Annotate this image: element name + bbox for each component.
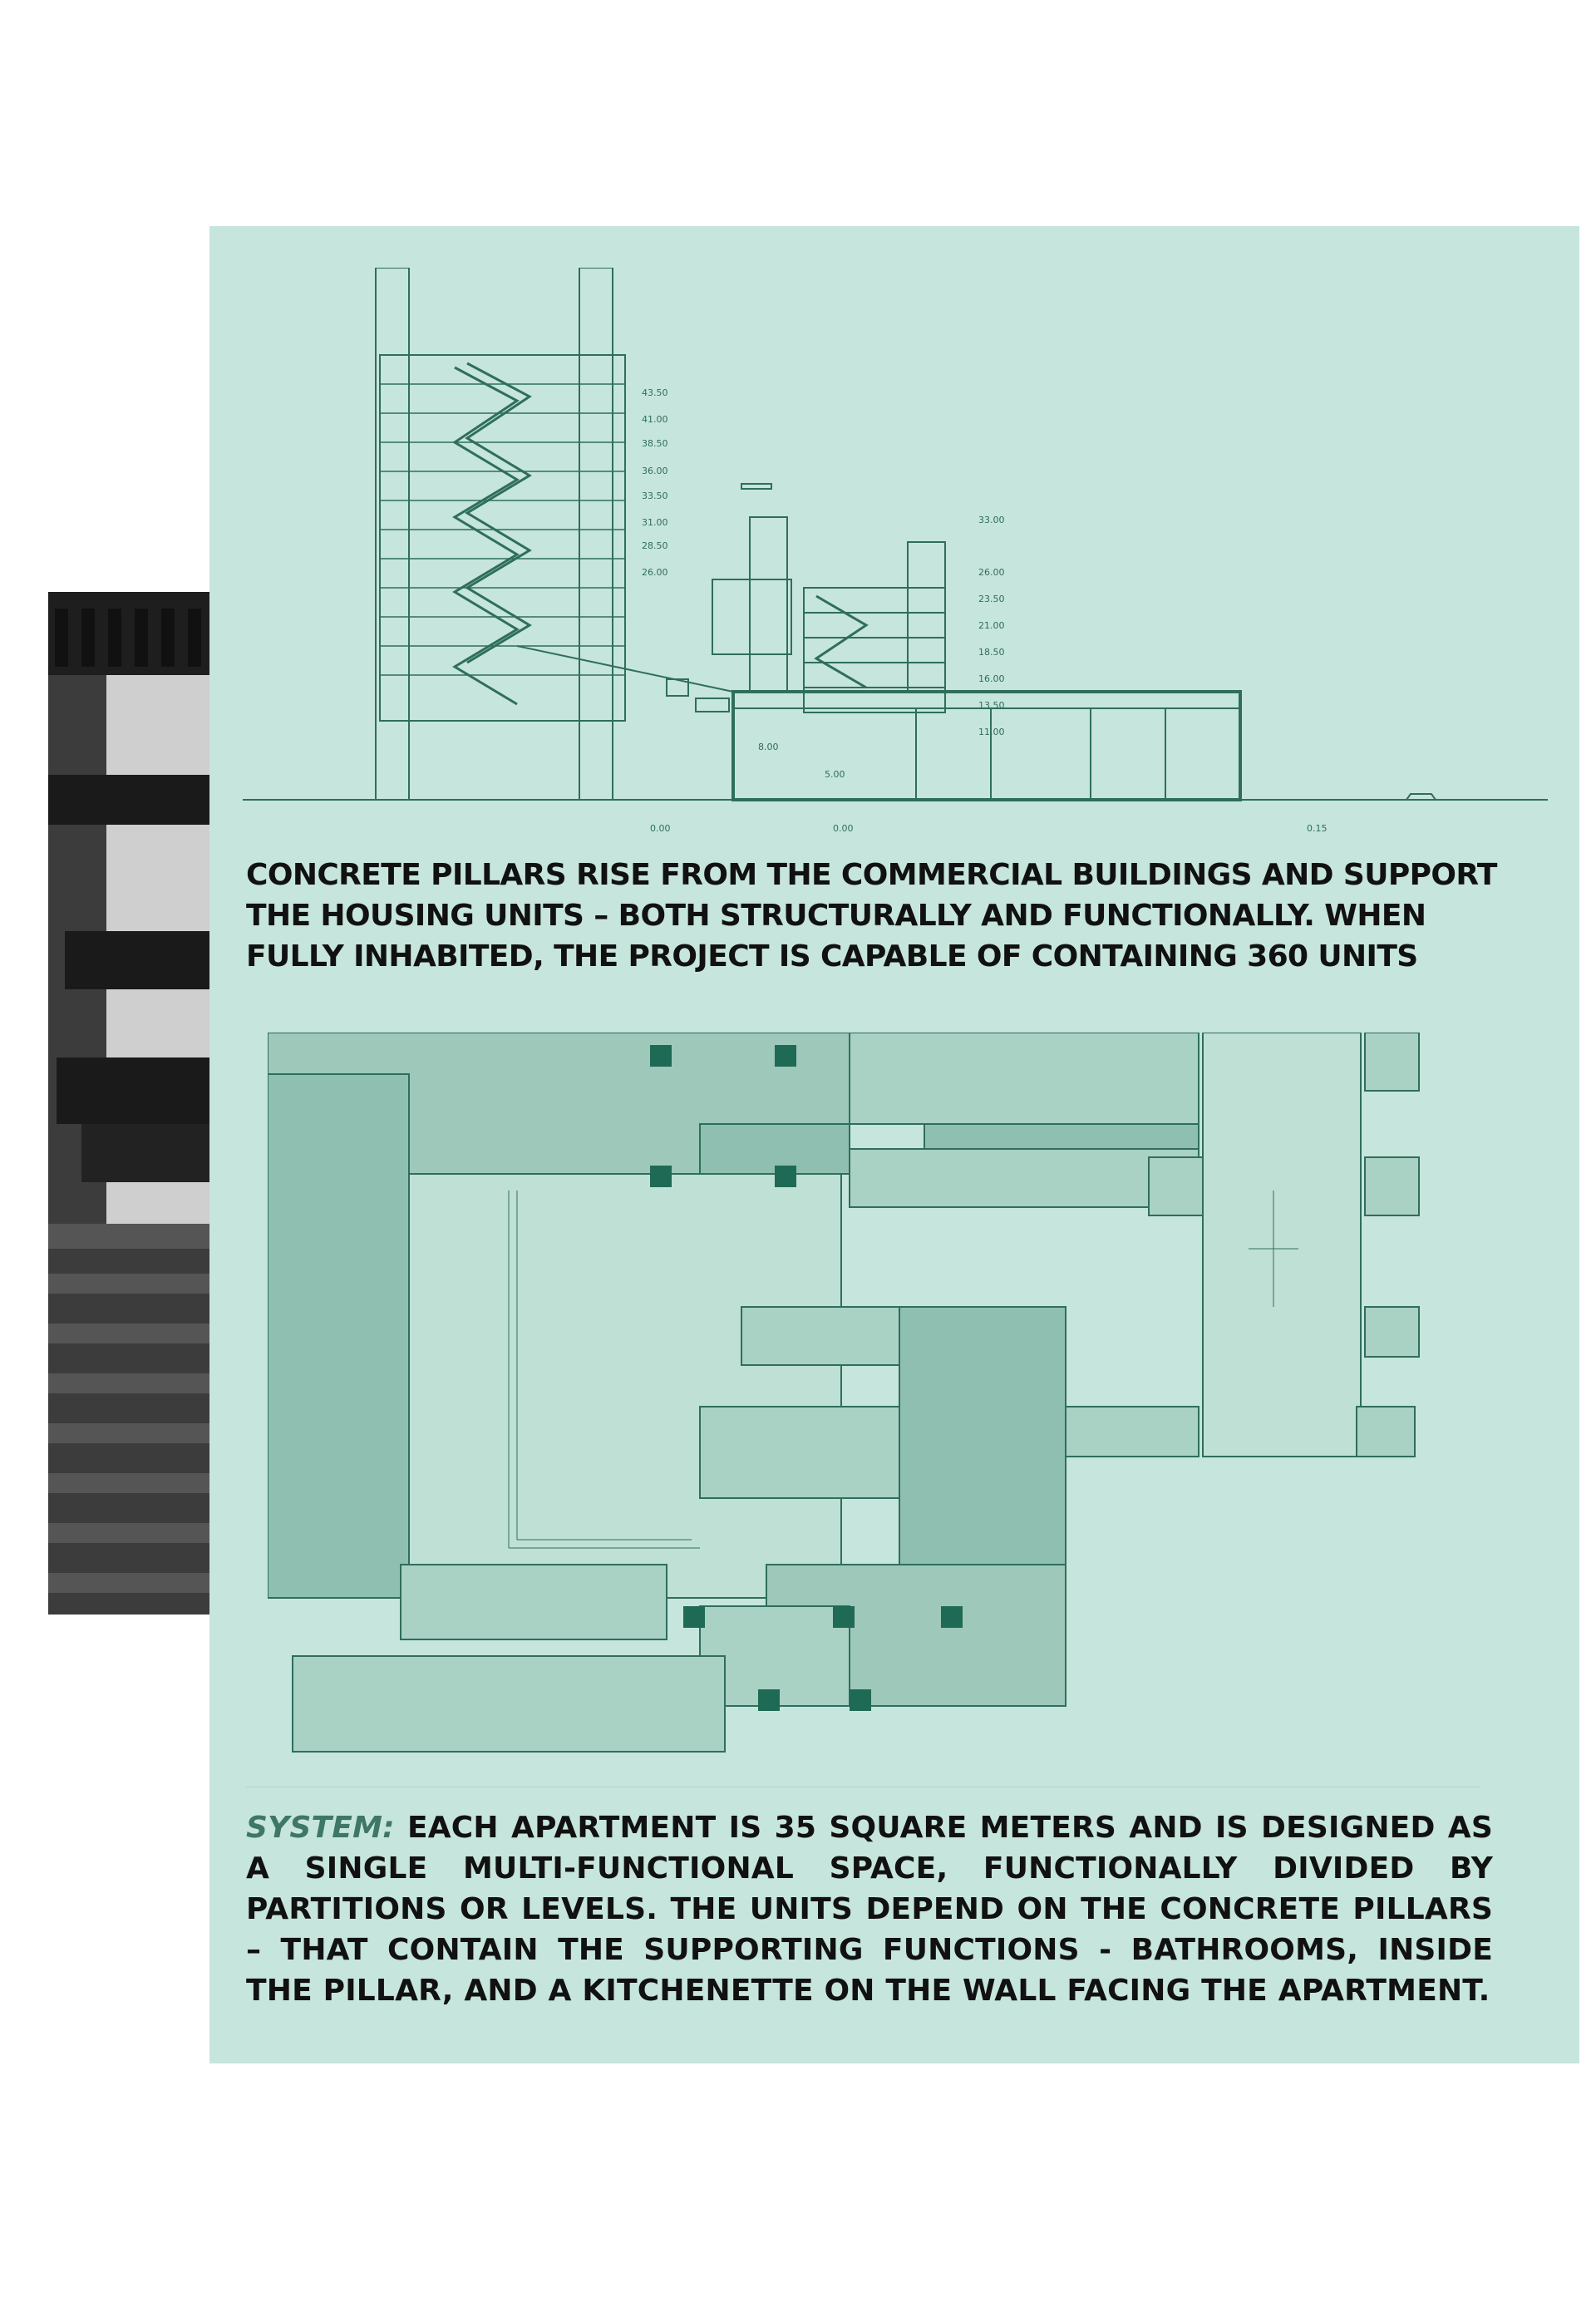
- elevation-label: 28.50: [642, 540, 668, 551]
- elevation-label: 16.00: [978, 673, 1005, 684]
- caption-top-line: FULLY INHABITED, THE PROJECT IS CAPABLE OF CONTAINING 360 UNITS: [246, 939, 1418, 974]
- elevation-label: 43.50: [642, 387, 668, 398]
- elevation-label: 0.00: [650, 823, 671, 833]
- elevation-label: 41.00: [642, 414, 668, 425]
- caption-top-line: CONCRETE PILLARS RISE FROM THE COMMERCIAL BUILDINGS AND SUPPORT: [246, 858, 1497, 892]
- floor-plan-drawing: [268, 1033, 1473, 1756]
- building-section-drawing: [243, 268, 1556, 833]
- elevation-label: 36.00: [642, 466, 668, 476]
- elevation-label: 23.50: [978, 594, 1005, 604]
- tower-photo-strip: [48, 592, 209, 1615]
- elevation-label: 26.00: [978, 567, 1005, 578]
- caption-bottom: [246, 1807, 1493, 2011]
- system-description: EACH APARTMENT IS 35 SQUARE METERS AND IS DESIGNED AS A SINGLE MULTI-FUNCTIONAL SPACE, FUNCTIONALLY DIVIDED BY PARTITIONS OR LEVELS. THE UNITS DEPEND ON THE CONCRETE PILLARS – THAT CONTAIN THE SUPPORTING FUNCTIONS - BATHROOMS, INSIDE THE PILLAR, AND A KITCHENETTE ON THE WALL FACING THE APARTMENT.: [246, 1811, 1493, 2008]
- elevation-label: 33.00: [978, 515, 1005, 525]
- elevation-label: 5.00: [825, 769, 845, 780]
- elevation-label: 0.00: [833, 823, 854, 833]
- elevation-label: 38.50: [642, 438, 668, 449]
- elevation-label: 33.50: [642, 491, 668, 501]
- content-panel: [209, 226, 1579, 2063]
- elevation-label: 21.00: [978, 620, 1005, 631]
- elevation-label: 0.15: [1307, 823, 1328, 833]
- system-label: SYSTEM:: [246, 1811, 407, 1845]
- caption-top-line: THE HOUSING UNITS – BOTH STRUCTURALLY AND FUNCTIONALLY. WHEN: [246, 899, 1426, 933]
- elevation-label: 18.50: [978, 647, 1005, 658]
- caption-top: [246, 855, 1497, 977]
- elevation-label: 26.00: [642, 567, 668, 578]
- elevation-label: 8.00: [758, 742, 779, 752]
- elevation-label: 11.00: [978, 727, 1005, 737]
- elevation-label: 13.50: [978, 700, 1005, 711]
- elevation-label: 31.00: [642, 517, 668, 528]
